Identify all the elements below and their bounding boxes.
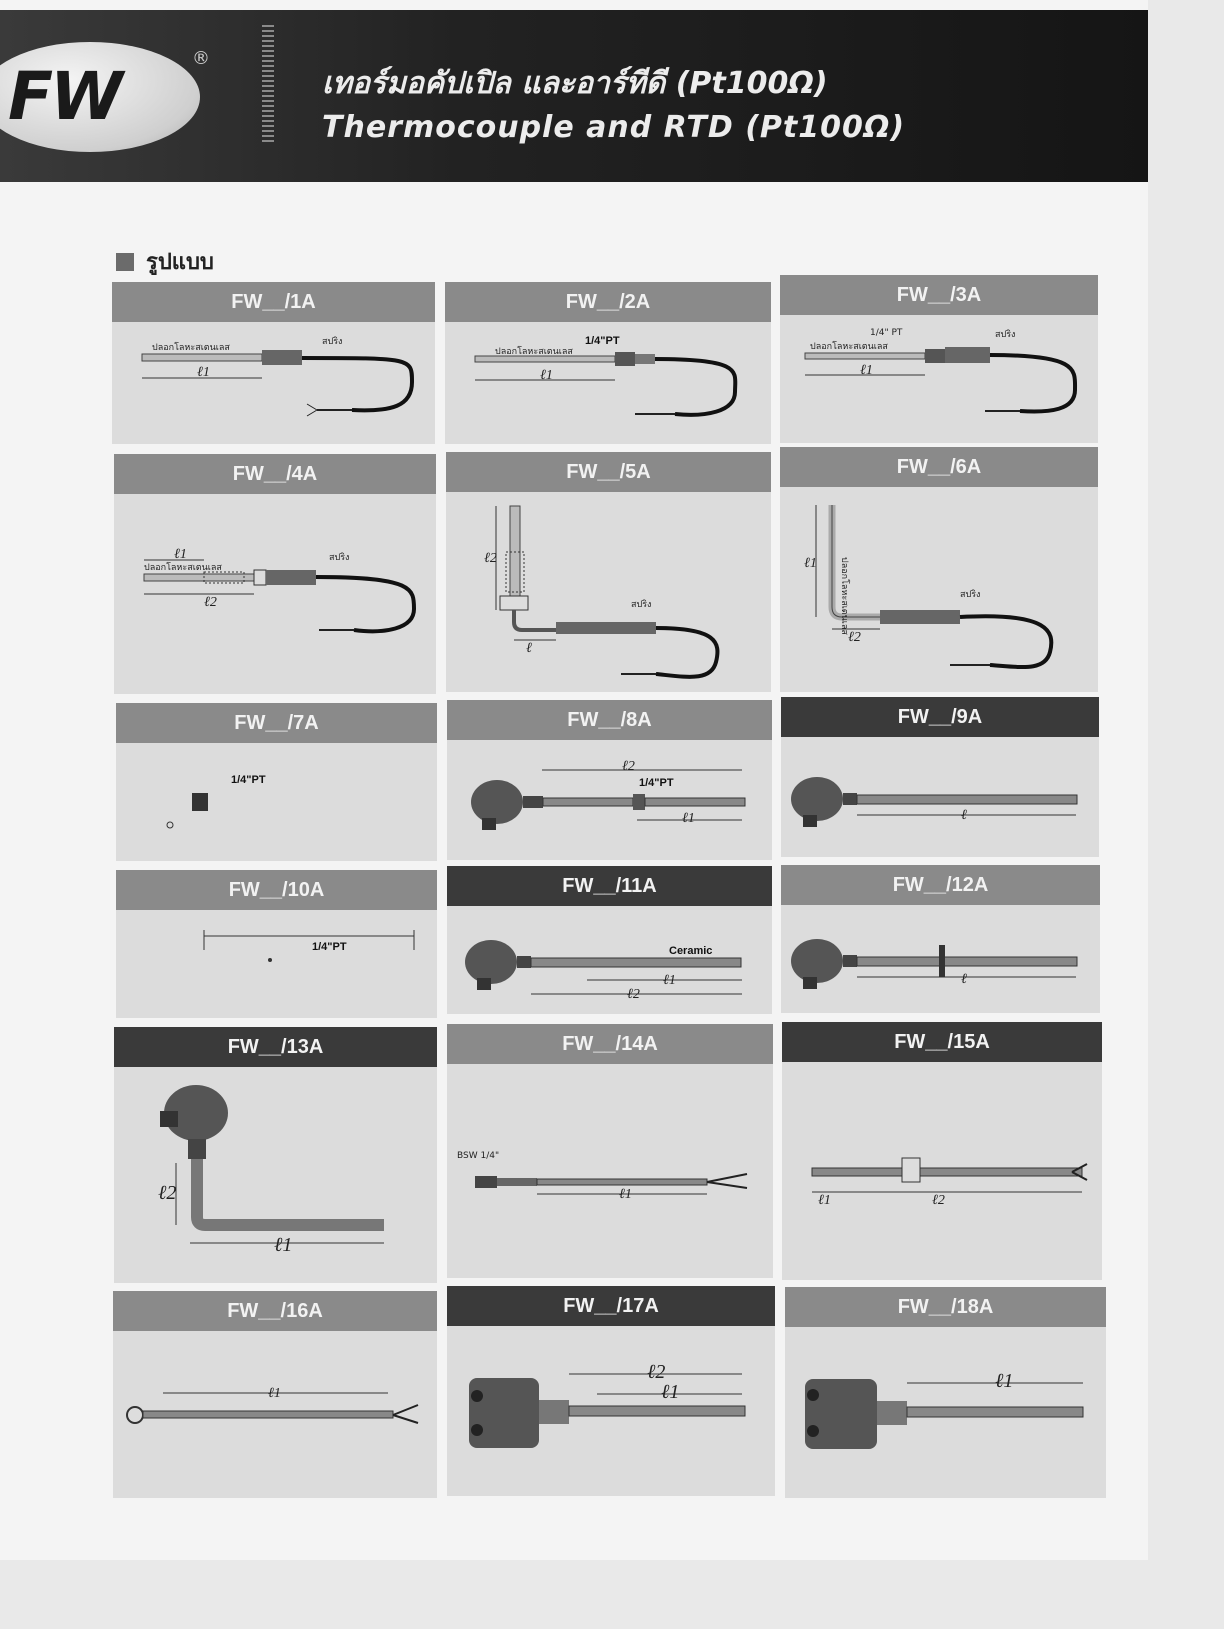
model-title: FW__/1A bbox=[112, 282, 435, 322]
model-title: FW__/6A bbox=[780, 447, 1098, 487]
dimension-l1: ℓ1 bbox=[197, 365, 210, 380]
dimension-l2: ℓ2 bbox=[848, 630, 861, 645]
dimension-l2: ℓ2 bbox=[484, 551, 497, 566]
model-drawing bbox=[780, 487, 1098, 692]
model-title: FW__/8A bbox=[447, 700, 772, 740]
model-drawing bbox=[785, 1327, 1106, 1498]
model-drawing bbox=[116, 743, 437, 861]
bsw-label: BSW 1/4" bbox=[457, 1151, 500, 1161]
title-english: Thermocouple and RTD (Pt100Ω) bbox=[322, 110, 906, 145]
pt-label: 1/4"PT bbox=[312, 941, 347, 953]
model-card bbox=[114, 454, 436, 694]
dimension-l1: ℓ1 bbox=[804, 556, 817, 571]
dimension-l1: ℓ1 bbox=[540, 368, 553, 383]
spring-label: สปริง bbox=[631, 600, 652, 610]
dimension-l1: ℓ1 bbox=[818, 1193, 831, 1208]
model-drawing bbox=[780, 315, 1098, 443]
sheath-label: ปลอกโลหะสเตนเลส bbox=[810, 342, 888, 352]
dimension-l1: ℓ1 bbox=[174, 547, 187, 562]
dimension-l1: ℓ1 bbox=[619, 1187, 632, 1202]
ceramic-label: Ceramic bbox=[669, 945, 713, 957]
model-card bbox=[447, 1024, 773, 1278]
model-card bbox=[780, 447, 1098, 692]
model-card bbox=[446, 452, 771, 692]
pt-label: 1/4"PT bbox=[585, 335, 620, 347]
model-title: FW__/7A bbox=[116, 703, 437, 743]
section-label: รูปแบบ bbox=[146, 250, 214, 275]
model-card bbox=[447, 1286, 775, 1496]
pt-label: 1/4"PT bbox=[639, 777, 674, 789]
model-drawing bbox=[447, 906, 772, 1014]
dimension-l1: ℓ1 bbox=[995, 1370, 1014, 1392]
model-title: FW__/10A bbox=[116, 870, 437, 910]
sheath-label: ปลอกโลหะสเตนเลส bbox=[495, 347, 573, 357]
spring-label: สปริง bbox=[995, 330, 1016, 340]
section-heading bbox=[116, 244, 214, 279]
model-title: FW__/3A bbox=[780, 275, 1098, 315]
model-card bbox=[114, 1027, 437, 1283]
model-title: FW__/14A bbox=[447, 1024, 773, 1064]
model-drawing bbox=[781, 905, 1100, 1013]
model-title: FW__/2A bbox=[445, 282, 771, 322]
model-card bbox=[781, 697, 1099, 857]
spring-label: สปริง bbox=[329, 553, 350, 563]
model-drawing bbox=[447, 1326, 775, 1496]
model-card bbox=[116, 870, 437, 1018]
dimension-l3: ℓ bbox=[526, 641, 532, 656]
model-drawing bbox=[114, 494, 436, 694]
model-drawing bbox=[445, 322, 771, 444]
brand-logo-text: FW bbox=[8, 58, 120, 135]
sheath-label: ปลอกโลหะสเตนเลส bbox=[144, 563, 222, 573]
model-title: FW__/5A bbox=[446, 452, 771, 492]
header-divider bbox=[262, 22, 274, 142]
dimension-l2: ℓ2 bbox=[204, 595, 217, 610]
dimension-l1: ℓ1 bbox=[663, 973, 676, 988]
dimension-l1: ℓ bbox=[961, 972, 967, 987]
model-title: FW__/9A bbox=[781, 697, 1099, 737]
dimension-l1: ℓ1 bbox=[860, 363, 873, 378]
model-drawing bbox=[781, 737, 1099, 857]
dimension-l1: ℓ1 bbox=[268, 1386, 281, 1401]
model-card bbox=[113, 1291, 437, 1498]
section-bullet bbox=[116, 253, 134, 271]
dimension-l2: ℓ2 bbox=[932, 1193, 945, 1208]
spring-label: สปริง bbox=[322, 337, 343, 347]
dimension-l2: ℓ2 bbox=[622, 759, 635, 774]
model-card bbox=[445, 282, 771, 444]
model-drawing bbox=[447, 740, 772, 860]
pt-label: 1/4" PT bbox=[870, 328, 903, 338]
model-drawing bbox=[447, 1064, 773, 1278]
model-title: FW__/15A bbox=[782, 1022, 1102, 1062]
sheath-label: ปลอกโลหะสเตนเลส bbox=[839, 557, 849, 635]
model-title: FW__/12A bbox=[781, 865, 1100, 905]
model-title: FW__/4A bbox=[114, 454, 436, 494]
model-drawing bbox=[114, 1067, 437, 1283]
pt-label: 1/4"PT bbox=[231, 774, 266, 786]
model-title: FW__/13A bbox=[114, 1027, 437, 1067]
dimension-l1: ℓ1 bbox=[661, 1381, 680, 1403]
model-card bbox=[447, 866, 772, 1014]
model-title: FW__/16A bbox=[113, 1291, 437, 1331]
model-card bbox=[447, 700, 772, 860]
model-card bbox=[781, 865, 1100, 1013]
registered-mark: ® bbox=[192, 48, 210, 69]
title-thai: เทอร์มอคัปเปิล และอาร์ทีดี (Pt100Ω) bbox=[322, 66, 828, 101]
model-card bbox=[112, 282, 435, 444]
model-drawing bbox=[446, 492, 771, 692]
sheath-label: ปลอกโลหะสเตนเลส bbox=[152, 343, 230, 353]
dimension-l2: ℓ2 bbox=[627, 987, 640, 1002]
model-drawing bbox=[113, 1331, 437, 1498]
model-card bbox=[780, 275, 1098, 443]
model-title: FW__/17A bbox=[447, 1286, 775, 1326]
model-drawing bbox=[116, 910, 437, 1018]
model-title: FW__/11A bbox=[447, 866, 772, 906]
dimension-l1: ℓ1 bbox=[274, 1234, 293, 1256]
dimension-l1: ℓ1 bbox=[682, 811, 695, 826]
dimension-l2: ℓ2 bbox=[158, 1182, 177, 1204]
model-title: FW__/18A bbox=[785, 1287, 1106, 1327]
model-drawing bbox=[112, 322, 435, 444]
spring-label: สปริง bbox=[960, 590, 981, 600]
model-card bbox=[785, 1287, 1106, 1498]
model-drawing bbox=[782, 1062, 1102, 1280]
model-card bbox=[116, 703, 437, 861]
model-card bbox=[782, 1022, 1102, 1280]
page-header bbox=[0, 10, 1148, 182]
dimension-l2: ℓ2 bbox=[647, 1361, 666, 1383]
dimension-l1: ℓ bbox=[961, 808, 967, 823]
